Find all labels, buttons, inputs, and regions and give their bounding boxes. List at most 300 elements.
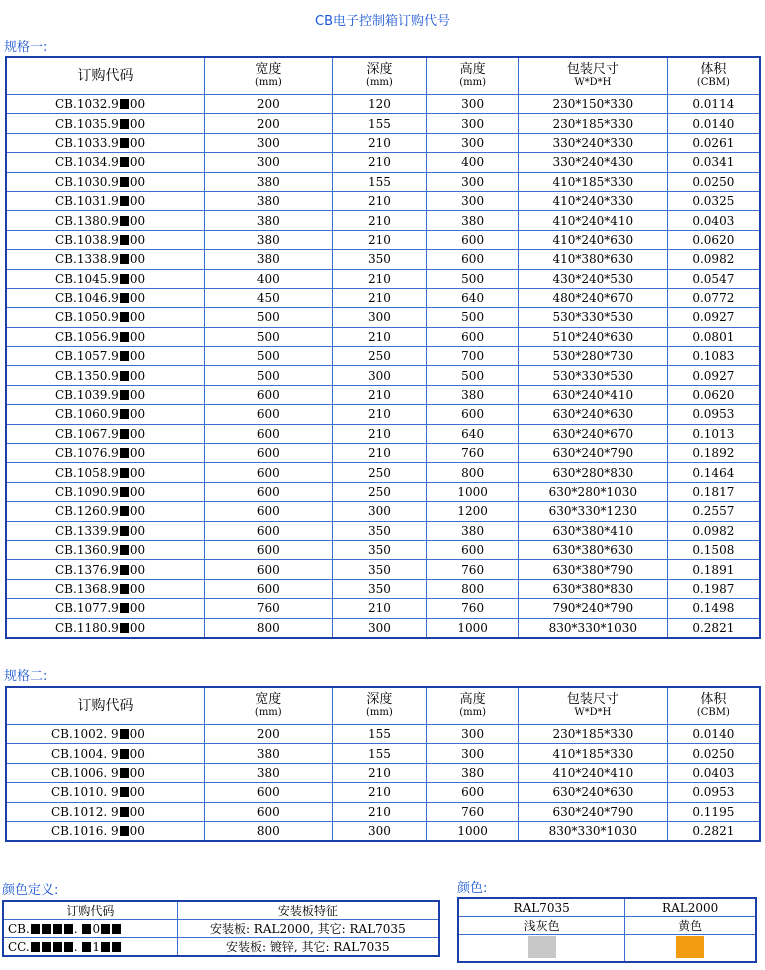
table-row	[6, 463, 760, 482]
height-cell: 380	[427, 521, 519, 540]
height-cell: 300	[427, 744, 519, 763]
height-cell: 760	[427, 599, 519, 618]
height-cell: 300	[427, 114, 519, 133]
depth-cell: 210	[332, 405, 427, 424]
pack-size-cell: 630*240*790	[518, 802, 667, 821]
volume-cell: 0.1892	[667, 444, 760, 463]
width-cell: 380	[205, 172, 333, 191]
volume-cell: 0.0325	[667, 191, 760, 210]
width-cell: 500	[205, 327, 333, 346]
colors-code-row	[458, 898, 756, 917]
pack-size-cell: 410*185*330	[518, 172, 667, 191]
order-code: CB.1004. 9 00	[6, 744, 205, 763]
table-row	[6, 482, 760, 501]
table-row	[6, 763, 760, 782]
volume-cell: 0.2557	[667, 502, 760, 521]
placeholder-square	[120, 274, 129, 284]
spec1-header-row	[6, 57, 760, 95]
depth-cell: 210	[332, 288, 427, 307]
pack-size-cell: 630*280*1030	[518, 482, 667, 501]
header-code: 订购代码	[6, 687, 205, 725]
depth-cell: 350	[332, 560, 427, 579]
height-cell: 600	[427, 540, 519, 559]
colors-table	[457, 897, 757, 963]
height-cell: 1000	[427, 618, 519, 638]
placeholder-square	[120, 119, 129, 129]
width-cell: 600	[205, 482, 333, 501]
depth-cell: 120	[332, 95, 427, 114]
order-code: CB.1016. 9 00	[6, 821, 205, 841]
table-row	[6, 347, 760, 366]
width-cell: 500	[205, 347, 333, 366]
table-row	[6, 308, 760, 327]
height-cell: 500	[427, 308, 519, 327]
pack-size-cell: 630*380*410	[518, 521, 667, 540]
placeholder-square	[120, 254, 129, 264]
color-def-feature: 安装板: RAL2000, 其它: RAL7035	[177, 920, 439, 938]
depth-cell: 210	[332, 269, 427, 288]
table-row	[6, 540, 760, 559]
placeholder-square	[120, 138, 129, 148]
placeholder-square	[120, 157, 129, 167]
volume-cell: 0.1817	[667, 482, 760, 501]
placeholder-square	[120, 826, 129, 836]
page-title: CB电子控制箱订购代号	[315, 14, 450, 29]
width-cell: 450	[205, 288, 333, 307]
color-def-feature: 安装板: 镀锌, 其它: RAL7035	[177, 938, 439, 957]
order-code: CB.1031.9 00	[6, 191, 205, 210]
table-row	[6, 744, 760, 763]
color-def-header-code: 订购代码	[3, 901, 177, 920]
width-cell: 600	[205, 521, 333, 540]
order-code: CB.1056.9 00	[6, 327, 205, 346]
volume-cell: 0.0982	[667, 521, 760, 540]
height-cell: 600	[427, 250, 519, 269]
volume-cell: 0.2821	[667, 821, 760, 841]
order-code: CB.1350.9 00	[6, 366, 205, 385]
depth-cell: 210	[332, 153, 427, 172]
depth-cell: 210	[332, 327, 427, 346]
depth-cell: 250	[332, 463, 427, 482]
width-cell: 380	[205, 230, 333, 249]
volume-cell: 0.0250	[667, 744, 760, 763]
depth-cell: 210	[332, 191, 427, 210]
pack-size-cell: 630*240*630	[518, 783, 667, 802]
placeholder-square	[120, 565, 129, 575]
volume-cell: 0.0261	[667, 133, 760, 152]
order-code: CB.1060.9 00	[6, 405, 205, 424]
volume-cell: 0.0927	[667, 366, 760, 385]
order-code: CB.1046.9 00	[6, 288, 205, 307]
pack-size-cell: 510*240*630	[518, 327, 667, 346]
order-code: CB.1368.9 00	[6, 579, 205, 598]
placeholder-square	[120, 807, 129, 817]
table-row	[6, 424, 760, 443]
height-cell: 760	[427, 802, 519, 821]
pack-size-cell: 330*240*330	[518, 133, 667, 152]
header-pack-size: 包装尺寸 W*D*H	[518, 57, 667, 95]
header-depth: 深度 (mm)	[332, 687, 427, 725]
table-row	[6, 385, 760, 404]
placeholder-square	[120, 312, 129, 322]
depth-cell: 300	[332, 502, 427, 521]
width-cell: 600	[205, 783, 333, 802]
width-cell: 760	[205, 599, 333, 618]
order-code: CB.1045.9 00	[6, 269, 205, 288]
spec2-header-row	[6, 687, 760, 725]
pack-size-cell: 410*185*330	[518, 744, 667, 763]
height-cell: 500	[427, 269, 519, 288]
table-row	[6, 521, 760, 540]
order-code: CB.1038.9 00	[6, 230, 205, 249]
table-row	[6, 783, 760, 802]
depth-cell: 210	[332, 230, 427, 249]
placeholder-square	[120, 371, 129, 381]
height-cell: 600	[427, 230, 519, 249]
order-code: CB.1034.9 00	[6, 153, 205, 172]
pack-size-cell: 790*240*790	[518, 599, 667, 618]
volume-cell: 0.0801	[667, 327, 760, 346]
height-cell: 760	[427, 560, 519, 579]
height-cell: 300	[427, 95, 519, 114]
height-cell: 640	[427, 288, 519, 307]
table-row	[6, 599, 760, 618]
order-code: CB.1057.9 00	[6, 347, 205, 366]
height-cell: 600	[427, 783, 519, 802]
height-cell: 300	[427, 191, 519, 210]
header-code: 订购代码	[6, 57, 205, 95]
pack-size-cell: 480*240*670	[518, 288, 667, 307]
color-swatch-yellow	[676, 936, 704, 958]
width-cell: 800	[205, 618, 333, 638]
volume-cell: 0.0140	[667, 114, 760, 133]
width-cell: 500	[205, 366, 333, 385]
table-row	[6, 95, 760, 114]
table-row	[6, 153, 760, 172]
order-code: CB.1058.9 00	[6, 463, 205, 482]
placeholder-square	[120, 177, 129, 187]
volume-cell: 0.1083	[667, 347, 760, 366]
depth-cell: 300	[332, 366, 427, 385]
placeholder-square	[120, 351, 129, 361]
depth-cell: 210	[332, 133, 427, 152]
order-code: CB.1006. 9 00	[6, 763, 205, 782]
height-cell: 1000	[427, 482, 519, 501]
volume-cell: 0.0927	[667, 308, 760, 327]
height-cell: 600	[427, 405, 519, 424]
pack-size-cell: 630*380*830	[518, 579, 667, 598]
pack-size-cell: 530*330*530	[518, 366, 667, 385]
height-cell: 640	[427, 424, 519, 443]
placeholder-square	[120, 448, 129, 458]
height-cell: 380	[427, 763, 519, 782]
placeholder-square	[120, 487, 129, 497]
width-cell: 380	[205, 191, 333, 210]
header-width: 宽度 (mm)	[205, 57, 333, 95]
table-row	[6, 579, 760, 598]
volume-cell: 0.1195	[667, 802, 760, 821]
pack-size-cell: 410*380*630	[518, 250, 667, 269]
pack-size-cell: 530*280*730	[518, 347, 667, 366]
pack-size-cell: 630*330*1230	[518, 502, 667, 521]
width-cell: 380	[205, 744, 333, 763]
height-cell: 1200	[427, 502, 519, 521]
volume-cell: 0.0772	[667, 288, 760, 307]
height-cell: 380	[427, 211, 519, 230]
order-code: CB.1180.9 00	[6, 618, 205, 638]
order-code: CB.1033.9 00	[6, 133, 205, 152]
width-cell: 600	[205, 540, 333, 559]
order-code: CB.1077.9 00	[6, 599, 205, 618]
volume-cell: 0.0114	[667, 95, 760, 114]
table-row	[6, 821, 760, 841]
order-code: CB.1067.9 00	[6, 424, 205, 443]
width-cell: 600	[205, 385, 333, 404]
order-code: CB.1012. 9 00	[6, 802, 205, 821]
order-code: CB.1032.9 00	[6, 95, 205, 114]
placeholder-square	[120, 603, 129, 613]
pack-size-cell: 830*330*1030	[518, 821, 667, 841]
height-cell: 1000	[427, 821, 519, 841]
color-name: 浅灰色	[458, 917, 625, 935]
pack-size-cell: 410*240*410	[518, 763, 667, 782]
depth-cell: 300	[332, 308, 427, 327]
height-cell: 800	[427, 463, 519, 482]
color-swatch-light-gray	[528, 936, 556, 958]
width-cell: 380	[205, 250, 333, 269]
placeholder-square	[120, 390, 129, 400]
volume-cell: 0.0982	[667, 250, 760, 269]
table-row	[6, 618, 760, 638]
depth-cell: 210	[332, 211, 427, 230]
width-cell: 600	[205, 579, 333, 598]
depth-cell: 155	[332, 725, 427, 744]
table-row	[6, 211, 760, 230]
order-code: CB.1050.9 00	[6, 308, 205, 327]
color-def-label: 颜色定义:	[2, 883, 59, 898]
order-code: CB.1260.9 00	[6, 502, 205, 521]
order-code: CB.1339.9 00	[6, 521, 205, 540]
width-cell: 600	[205, 560, 333, 579]
volume-cell: 0.0140	[667, 725, 760, 744]
placeholder-square	[120, 768, 129, 778]
width-cell: 400	[205, 269, 333, 288]
header-volume: 体积 (CBM)	[667, 57, 760, 95]
height-cell: 300	[427, 172, 519, 191]
placeholder-square	[120, 409, 129, 419]
table-row	[6, 725, 760, 744]
placeholder-square	[120, 623, 129, 633]
pack-size-cell: 230*185*330	[518, 725, 667, 744]
placeholder-square	[120, 729, 129, 739]
pack-size-cell: 630*380*790	[518, 560, 667, 579]
header-height: 高度 (mm)	[427, 57, 519, 95]
height-cell: 700	[427, 347, 519, 366]
width-cell: 600	[205, 502, 333, 521]
depth-cell: 350	[332, 579, 427, 598]
depth-cell: 250	[332, 482, 427, 501]
pack-size-cell: 630*240*670	[518, 424, 667, 443]
volume-cell: 0.1508	[667, 540, 760, 559]
header-height: 高度 (mm)	[427, 687, 519, 725]
volume-cell: 0.1987	[667, 579, 760, 598]
depth-cell: 210	[332, 599, 427, 618]
depth-cell: 210	[332, 802, 427, 821]
height-cell: 400	[427, 153, 519, 172]
pack-size-cell: 630*240*630	[518, 405, 667, 424]
depth-cell: 250	[332, 347, 427, 366]
depth-cell: 155	[332, 172, 427, 191]
width-cell: 600	[205, 802, 333, 821]
spec1-table	[5, 56, 761, 639]
volume-cell: 0.0620	[667, 230, 760, 249]
order-code: CB.1076.9 00	[6, 444, 205, 463]
depth-cell: 210	[332, 763, 427, 782]
color-def-header-feature: 安装板特征	[177, 901, 439, 920]
color-def-row	[3, 920, 439, 938]
placeholder-square	[120, 429, 129, 439]
volume-cell: 0.2821	[667, 618, 760, 638]
depth-cell: 210	[332, 385, 427, 404]
table-row	[6, 560, 760, 579]
pack-size-cell: 330*240*430	[518, 153, 667, 172]
pack-size-cell: 630*280*830	[518, 463, 667, 482]
pack-size-cell: 410*240*330	[518, 191, 667, 210]
spec1-label: 规格一:	[4, 40, 48, 55]
pack-size-cell: 630*380*630	[518, 540, 667, 559]
width-cell: 600	[205, 444, 333, 463]
height-cell: 760	[427, 444, 519, 463]
order-code: CB.1010. 9 00	[6, 783, 205, 802]
depth-cell: 300	[332, 618, 427, 638]
depth-cell: 155	[332, 744, 427, 763]
volume-cell: 0.1013	[667, 424, 760, 443]
height-cell: 380	[427, 385, 519, 404]
pack-size-cell: 230*150*330	[518, 95, 667, 114]
depth-cell: 350	[332, 250, 427, 269]
table-row	[6, 444, 760, 463]
colors-swatch-row	[458, 935, 756, 963]
header-depth: 深度 (mm)	[332, 57, 427, 95]
depth-cell: 155	[332, 114, 427, 133]
placeholder-square	[120, 235, 129, 245]
table-row	[6, 802, 760, 821]
volume-cell: 0.0953	[667, 783, 760, 802]
width-cell: 300	[205, 133, 333, 152]
pack-size-cell: 410*240*410	[518, 211, 667, 230]
depth-cell: 350	[332, 540, 427, 559]
header-volume: 体积 (CBM)	[667, 687, 760, 725]
table-row	[6, 114, 760, 133]
placeholder-square	[120, 293, 129, 303]
width-cell: 380	[205, 211, 333, 230]
height-cell: 300	[427, 133, 519, 152]
table-row	[6, 172, 760, 191]
colors-label: 颜色:	[457, 881, 488, 896]
pack-size-cell: 410*240*630	[518, 230, 667, 249]
table-row	[6, 250, 760, 269]
depth-cell: 210	[332, 424, 427, 443]
placeholder-square	[120, 332, 129, 342]
table-row	[6, 191, 760, 210]
depth-cell: 210	[332, 444, 427, 463]
pack-size-cell: 430*240*530	[518, 269, 667, 288]
color-def-row	[3, 938, 439, 957]
color-def-header-row	[3, 901, 439, 920]
volume-cell: 0.0341	[667, 153, 760, 172]
table-row	[6, 502, 760, 521]
order-code: CB.1002. 9 00	[6, 725, 205, 744]
order-code: CB.1360.9 00	[6, 540, 205, 559]
table-row	[6, 327, 760, 346]
width-cell: 600	[205, 405, 333, 424]
order-code: CB.1338.9 00	[6, 250, 205, 269]
width-cell: 200	[205, 725, 333, 744]
width-cell: 600	[205, 463, 333, 482]
placeholder-square	[120, 787, 129, 797]
pack-size-cell: 230*185*330	[518, 114, 667, 133]
placeholder-square	[120, 545, 129, 555]
width-cell: 600	[205, 424, 333, 443]
order-code: CB.1376.9 00	[6, 560, 205, 579]
color-def-table	[2, 900, 440, 957]
table-row	[6, 366, 760, 385]
volume-cell: 0.0403	[667, 211, 760, 230]
order-code: CB.1039.9 00	[6, 385, 205, 404]
color-code: RAL2000	[625, 898, 756, 917]
color-def-code: CB. . 0	[3, 920, 177, 938]
volume-cell: 0.0620	[667, 385, 760, 404]
height-cell: 600	[427, 327, 519, 346]
placeholder-square	[120, 584, 129, 594]
width-cell: 300	[205, 153, 333, 172]
header-width: 宽度 (mm)	[205, 687, 333, 725]
volume-cell: 0.1464	[667, 463, 760, 482]
colors-name-row	[458, 917, 756, 935]
height-cell: 500	[427, 366, 519, 385]
placeholder-square	[120, 749, 129, 759]
pack-size-cell: 630*240*410	[518, 385, 667, 404]
color-code: RAL7035	[458, 898, 625, 917]
color-def-code: CC. . 1	[3, 938, 177, 957]
depth-cell: 350	[332, 521, 427, 540]
height-cell: 800	[427, 579, 519, 598]
volume-cell: 0.0403	[667, 763, 760, 782]
placeholder-square	[120, 468, 129, 478]
spec2-label: 规格二:	[4, 669, 48, 684]
volume-cell: 0.0250	[667, 172, 760, 191]
pack-size-cell: 530*330*530	[518, 308, 667, 327]
order-code: CB.1380.9 00	[6, 211, 205, 230]
table-row	[6, 405, 760, 424]
placeholder-square	[120, 216, 129, 226]
spec2-table	[5, 686, 761, 842]
volume-cell: 0.1498	[667, 599, 760, 618]
width-cell: 380	[205, 763, 333, 782]
height-cell: 300	[427, 725, 519, 744]
width-cell: 200	[205, 114, 333, 133]
placeholder-square	[120, 196, 129, 206]
table-row	[6, 269, 760, 288]
color-name: 黄色	[625, 917, 756, 935]
width-cell: 800	[205, 821, 333, 841]
volume-cell: 0.1891	[667, 560, 760, 579]
width-cell: 200	[205, 95, 333, 114]
pack-size-cell: 630*240*790	[518, 444, 667, 463]
table-row	[6, 288, 760, 307]
placeholder-square	[120, 99, 129, 109]
table-row	[6, 230, 760, 249]
